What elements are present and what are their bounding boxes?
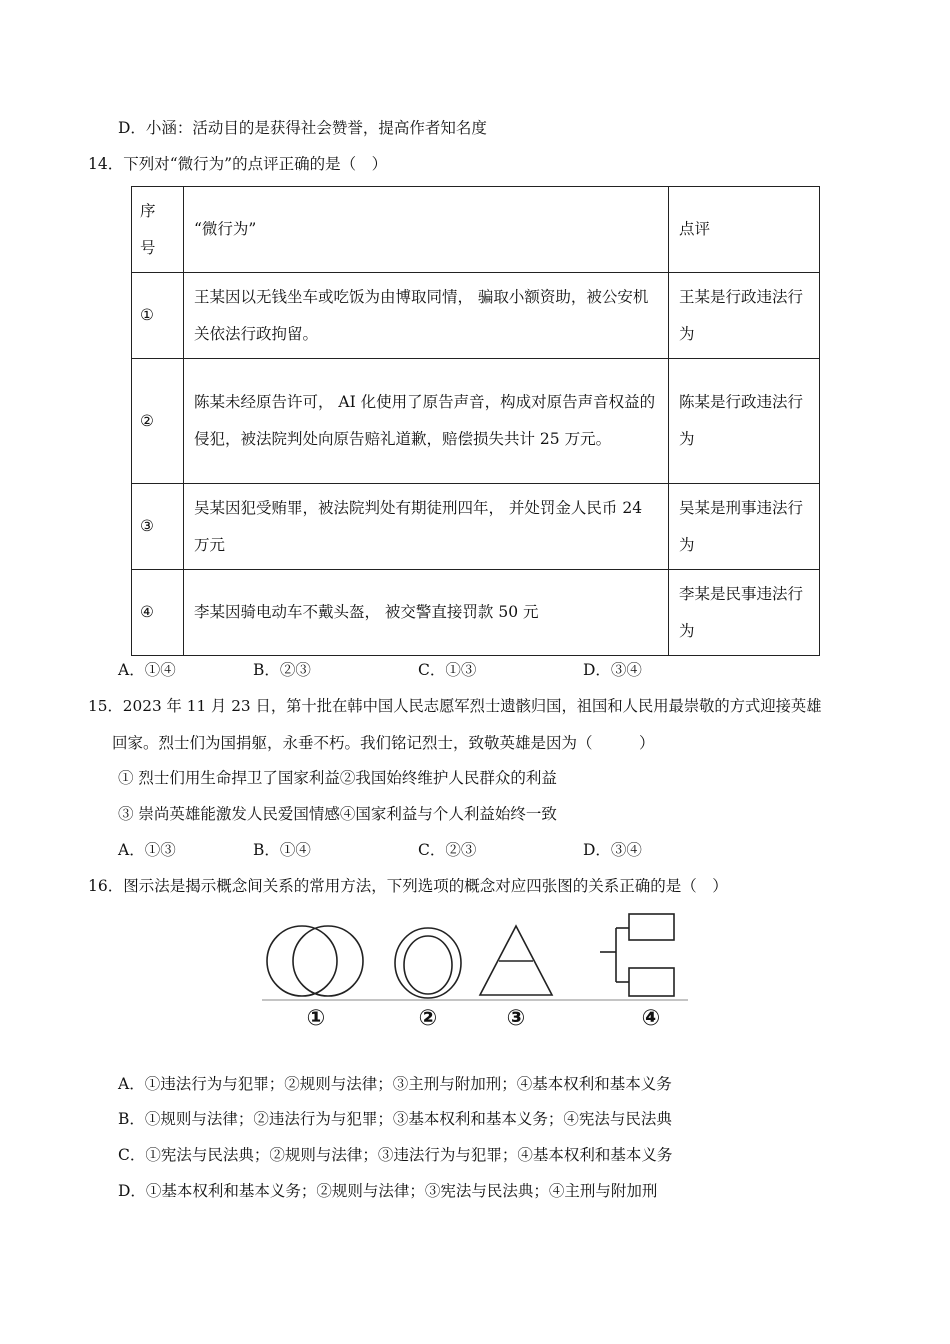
header-comment: 点评 (669, 187, 820, 273)
q14-table (131, 186, 820, 656)
row-comment: 王某是行政违法行为 (669, 273, 820, 359)
table-row (132, 273, 820, 359)
q15-option-b: B．①④ (253, 841, 311, 859)
inner-circle (404, 936, 452, 994)
figure-label-2: ② (418, 1006, 438, 1031)
row-comment: 陈某是行政违法行为 (669, 359, 820, 484)
row-behavior: 陈某未经原告许可， AI 化使用了原告声音，构成对原告声音权益的侵犯，被法院判处向原告赔礼道歉，赔偿损失共计 25 万元。 (184, 359, 669, 484)
figure-label-4: ④ (641, 1006, 661, 1031)
diagram-2-nested-circles (395, 928, 461, 998)
outer-circle (395, 928, 461, 998)
q14-option-a: A．①④ (118, 661, 176, 679)
figure-label-1: ① (306, 1006, 326, 1031)
q16-option-c: C．①宪法与民法典；②规则与法律；③违法行为与犯罪；④基本权利和基本义务 (118, 1146, 673, 1164)
row-comment: 吴某是刑事违法行为 (669, 484, 820, 570)
q15-option-d: D．③④ (583, 841, 642, 859)
header-behavior: “微行为” (184, 187, 669, 273)
q15-option-c: C．②③ (418, 841, 477, 859)
q15-statement-2: ③ 崇尚英雄能激发人民爱国情感④国家利益与个人利益始终一致 (118, 805, 557, 823)
q14-option-c: C．①③ (418, 661, 477, 679)
q16-option-a: A．①违法行为与犯罪；②规则与法律；③主刑与附加刑；④基本权利和基本义务 (118, 1075, 672, 1093)
concept-relationship-diagram (258, 906, 694, 1038)
table-header-row (132, 187, 820, 273)
row-comment: 李某是民事违法行为 (669, 570, 820, 656)
q15-stem-line2: 回家。烈士们为国捐躯，永垂不朽。我们铭记烈士，致敬英雄是因为（ ） (112, 734, 655, 752)
q14-option-d: D．③④ (583, 661, 642, 679)
row-behavior: 吴某因犯受贿罪，被法院判处有期徒刑四年， 并处罚金人民币 24 万元 (184, 484, 669, 570)
tree-box-bottom (629, 968, 674, 996)
row-num: ③ (132, 484, 184, 570)
diagram-4-bracket-tree (600, 914, 674, 996)
q16-option-b: B．①规则与法律；②违法行为与犯罪；③基本权利和基本义务；④宪法与民法典 (118, 1110, 672, 1128)
tree-box-top (629, 914, 674, 940)
row-behavior: 王某因以无钱坐车或吃饭为由博取同情， 骗取小额资助，被公安机关依法行政拘留。 (184, 273, 669, 359)
figure-label-3: ③ (506, 1006, 526, 1031)
q16-stem: 16．图示法是揭示概念间关系的常用方法，下列选项的概念对应四张图的关系正确的是（ ） (88, 877, 728, 895)
q14-stem: 14．下列对“微行为”的点评正确的是（ ） (88, 155, 388, 173)
table-row (132, 359, 820, 484)
q14-option-b: B．②③ (253, 661, 311, 679)
diagram-3-divided-triangle (480, 926, 552, 995)
table-row (132, 570, 820, 656)
row-behavior: 李某因骑电动车不戴头盔， 被交警直接罚款 50 元 (184, 570, 669, 656)
q15-option-a: A．①③ (118, 841, 176, 859)
q13-option-d: D．小涵：活动目的是获得社会赞誉，提高作者知名度 (118, 119, 487, 137)
q15-stem-line1: 15．2023 年 11 月 23 日，第十批在韩中国人民志愿军烈士遗骸归国，祖国和人民用最崇敬的方式迎接英雄 (88, 697, 822, 715)
header-num: 序号 (132, 187, 184, 273)
q16-option-d: D．①基本权利和基本义务；②规则与法律；③宪法与民法典；④主刑与附加刑 (118, 1182, 658, 1200)
table-row (132, 484, 820, 570)
q15-statement-1: ① 烈士们用生命捍卫了国家利益②我国始终维护人民群众的利益 (118, 769, 557, 787)
diagram-1-intersecting-circles (267, 926, 363, 996)
row-num: ② (132, 359, 184, 484)
row-num: ① (132, 273, 184, 359)
row-num: ④ (132, 570, 184, 656)
